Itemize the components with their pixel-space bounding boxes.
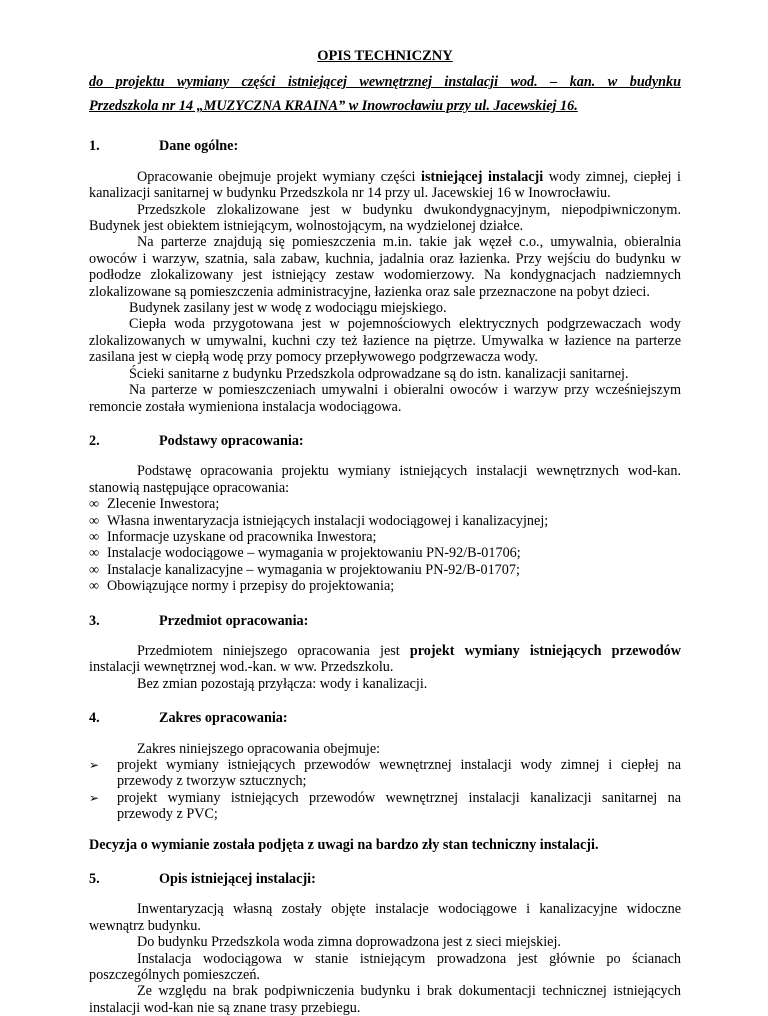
section-number: 4. [89, 710, 100, 727]
section-title: Przedmiot opracowania: [159, 612, 309, 629]
list-item: ∞ Instalacje wodociągowe – wymagania w projektowaniu PN-92/B-01706; [89, 545, 521, 562]
section-4-heading [89, 710, 681, 726]
section-2-heading [89, 433, 681, 449]
section-3-heading [89, 613, 681, 629]
list-item: ∞ Własna inwentaryzacja istniejących instalacji wodociągowej i kanalizacyjnej; [89, 512, 549, 529]
arrow-bullet-icon: ➢ [89, 790, 100, 805]
infinity-bullet-icon: ∞ [89, 512, 100, 529]
section-number: 5. [89, 871, 100, 888]
infinity-bullet-icon: ∞ [89, 528, 100, 545]
section-title: Dane ogólne: [159, 138, 239, 155]
section-number: 3. [89, 612, 100, 629]
paragraph: Opracowanie obejmuje projekt wymiany części istniejącej instalacji wody zimnej, ciepłej i kanalizacji sanitarnej w budynku Przedszkola nr 14 przy ul. Jacewskiej 16 w Inowrocławiu. [89, 168, 682, 202]
scope-list [89, 757, 681, 823]
infinity-bullet-icon: ∞ [89, 496, 100, 513]
section-5-heading [89, 871, 681, 887]
paragraph: Zakres niniejszego opracowania obejmuje: [137, 740, 381, 757]
list-item: ➢ projekt wymiany istniejących przewodów wewnętrznej instalacji kanalizacji sanitarnej na przewody z PVC; [89, 789, 681, 823]
paragraph: Na parterze znajdują się pomieszczenia m.in. takie jak węzeł c.o., umywalnia, obieralnia owoców i warzyw, szatnia, sala zabaw, kuchnia, jadalnia oraz łazienka. Przy wejściu do budynku w podłodze zlokalizowany jest istniejący zestaw wodomierzowy. Na kondygnacjach nadziemnych zlokalizowane są pomieszczenia administracyjne, łazienka oraz sale przeznaczone na pobyt dzieci. [89, 234, 681, 300]
sources-list [89, 496, 681, 594]
paragraph: Przedmiotem niniejszego opracowania jest projekt wymiany istniejących przewodów instalacji wewnętrznej wod.-kan. w ww. Przedszkolu. [89, 642, 681, 676]
paragraph: Bez zmian pozostają przyłącza: wody i kanalizacji. [137, 675, 428, 692]
list-item: ∞ Zlecenie Inwestora; [89, 496, 220, 513]
document-page [89, 48, 681, 1016]
paragraph: Instalacja wodociągowa w stanie istniejącym prowadzona jest głównie po ścianach poszczególnych pomieszczeń. [89, 950, 681, 984]
decision-statement: Decyzja o wymianie została podjęta z uwagi na bardzo zły stan techniczny instalacji. [89, 836, 599, 853]
section-number: 2. [89, 432, 100, 449]
list-item: ∞ Obowiązujące normy i przepisy do projektowania; [89, 578, 395, 595]
paragraph: Budynek zasilany jest w wodę z wodociągu miejskiego. [129, 300, 447, 317]
infinity-bullet-icon: ∞ [89, 561, 100, 578]
bold-phrase: istniejącej instalacji [421, 168, 544, 185]
paragraph: Na parterze w pomieszczeniach umywalni i obieralni owoców i warzyw przy wcześniejszym remoncie została wymieniona instalacja wodociągowa. [89, 382, 681, 415]
paragraph: Podstawę opracowania projektu wymiany istniejących instalacji wewnętrznych wod-kan. stanowią następujące opracowania: [89, 463, 681, 496]
list-item: ∞ Informacje uzyskane od pracownika Inwestora; [89, 528, 377, 545]
section-1-heading [89, 138, 681, 154]
paragraph: Przedszkole zlokalizowane jest w budynku dwukondygnacyjnym, niepodpiwniczonym. Budynek jest obiektem istniejącym, wolnostojącym, na wydzielonej działce. [89, 201, 681, 235]
paragraph: Ze względu na brak podpiwniczenia budynku i brak dokumentacji technicznej istniejących instalacji wod-kan nie są znane trasy przebiegu. [89, 983, 681, 1016]
document-title: OPIS TECHNICZNY [317, 48, 453, 64]
document-subtitle-line2: Przedszkola nr 14 „MUZYCZNA KRAINA” w Inowrocławiu przy ul. Jacewskiej 16. [89, 98, 578, 115]
bold-phrase: projekt wymiany istniejących przewodów [409, 642, 681, 659]
section-title: Opis istniejącej instalacji: [159, 871, 316, 888]
arrow-bullet-icon: ➢ [89, 758, 100, 772]
list-item: ➢ projekt wymiany istniejących przewodów wewnętrznej instalacji wody zimnej i ciepłej na przewody z tworzyw sztucznych; [89, 757, 681, 790]
section-title: Zakres opracowania: [159, 710, 288, 727]
section-number: 1. [89, 138, 100, 155]
list-item: ∞ Instalacje kanalizacyjne – wymagania w projektowaniu PN-92/B-01707; [89, 561, 520, 578]
paragraph: Ciepła woda przygotowana jest w pojemnościowych elektrycznych podgrzewaczach wody zlokalizowanych w umywalni, kuchni czy też łazience na piętrze. Umywalka w łazience na parterze zasilana jest w ciepłą wodę przy pomocy przepływowego podgrzewacza wody. [89, 316, 681, 366]
infinity-bullet-icon: ∞ [89, 578, 100, 595]
paragraph: Ścieki sanitarne z budynku Przedszkola odprowadzane są do istn. kanalizacji sanitarnej. [129, 365, 629, 382]
paragraph: Inwentaryzacją własną zostały objęte instalacje wodociągowe i kanalizacyjne widoczne wewnątrz budynku. [89, 901, 681, 934]
document-subtitle-line1: do projektu wymiany części istniejącej wewnętrznej instalacji wod. – kan. w budynku [89, 74, 681, 91]
infinity-bullet-icon: ∞ [89, 545, 100, 562]
paragraph: Do budynku Przedszkola woda zimna doprowadzona jest z sieci miejskiej. [137, 934, 561, 951]
section-title: Podstawy opracowania: [159, 432, 304, 449]
